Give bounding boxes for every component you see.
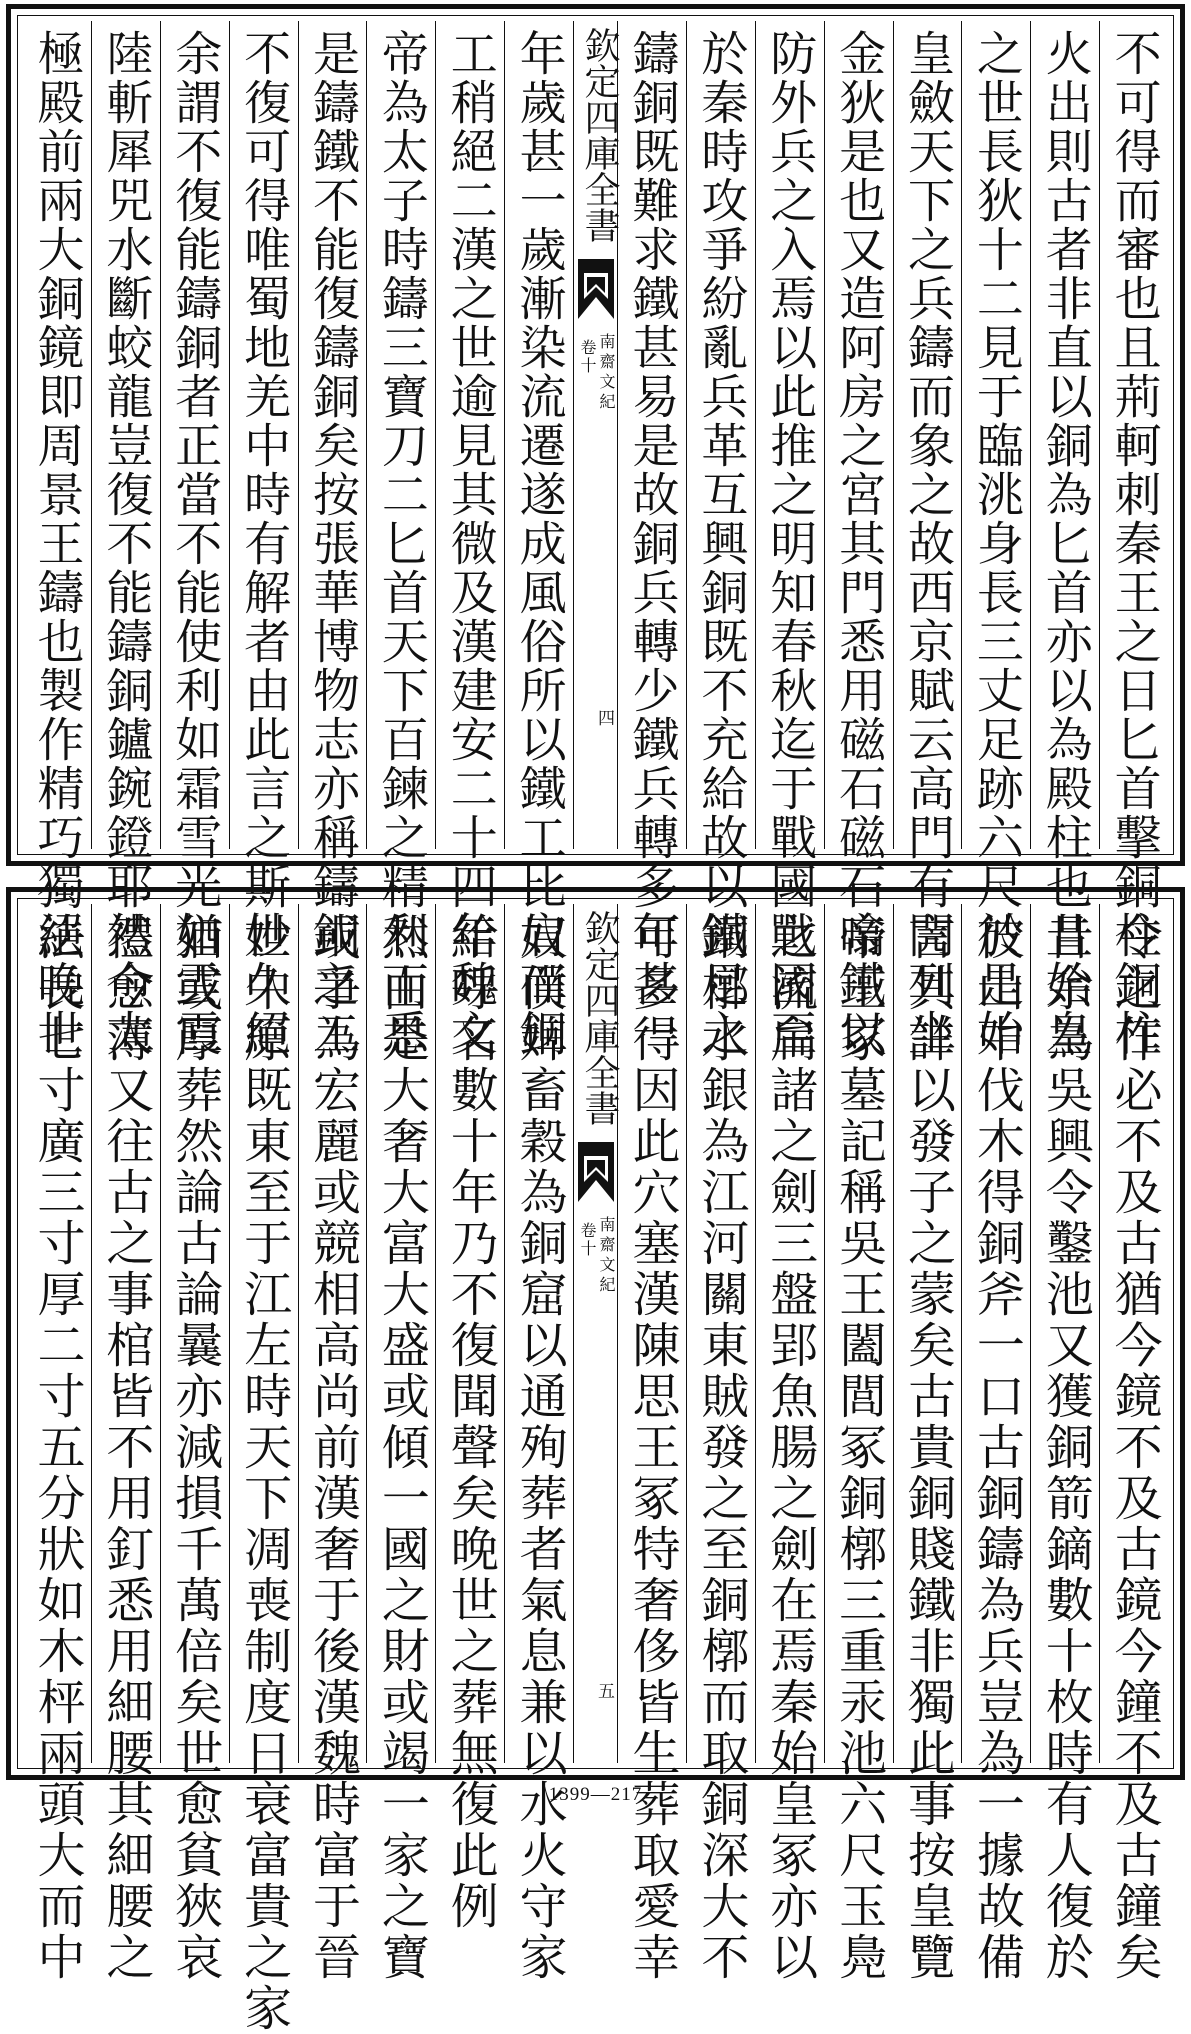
column-text: 給呼名數十年乃不復聞聲矣晚世之葬無復此例 xyxy=(442,912,499,1932)
book-title: 南齋文紀 xyxy=(597,1216,616,1296)
text-column xyxy=(1030,904,1099,1983)
text-column xyxy=(1030,21,1099,1058)
column-text: 不復可得唯蜀地羌中時有解者由此言之斯妙久絕 xyxy=(236,29,292,1058)
book-title-block xyxy=(574,333,617,473)
text-column xyxy=(91,21,160,1058)
column-text: 之世長狄十二見于臨洮身長三丈足跡六尺於是始 xyxy=(968,29,1024,1058)
text-column xyxy=(504,904,573,1983)
column-text: 之流扁諸之劍三盤郢魚腸之劍在焉秦始皇冢亦以 xyxy=(761,912,818,1983)
center-strip xyxy=(573,21,620,849)
volume-label: 卷十 xyxy=(578,339,597,375)
text-column xyxy=(617,904,686,1983)
text-column xyxy=(824,904,893,1983)
column-text: 鑄銅既難求鐵甚易是故銅兵轉少鐵兵轉多年甚一 xyxy=(624,29,680,1058)
column-text: 余謂不復能鑄銅者正當不能使利如霜雪光如雲霞 xyxy=(167,29,223,1058)
column-text: 或爭為宏麗或競相高尚前漢奢于後漢魏時富于晉 xyxy=(304,912,361,1983)
leaf-number: 五 xyxy=(594,1682,614,1699)
column-text: 言其詳以發子之蒙矣古貴銅賤鐵非獨此事按皇覽 xyxy=(899,912,956,1983)
column-text: 不可得而審也且荊軻刺秦王之日匕首擊銅柱銅柱 xyxy=(1106,29,1162,1058)
column-text: 於秦時攻爭紛亂兵革互興銅既不充給故以鐵足之 xyxy=(693,29,749,1058)
library-title: 欽定四庫全書 xyxy=(579,27,620,243)
column-text: 法長七寸廣三寸厚二寸五分狀如木枰兩頭大而中 xyxy=(28,912,85,1983)
column-text: 是鑄鐵不能復鑄銅矣按張華博物志亦稱鑄銅之工 xyxy=(304,29,360,1058)
column-text: 陸斬犀兕水斷蛟龍豈復不能鑄銅鑪鋺鐙耶然今太 xyxy=(98,29,154,1058)
column-text: 奴僕婢畜穀為銅窟以通殉葬者氣息兼以水火守家 xyxy=(511,912,568,1983)
column-text: 金狄是也又造阿房之宮其門悉用磁石磁石噏鐵以 xyxy=(831,29,887,1058)
column-text: 帝王冢墓記稱吳王闔閭冢銅槨三重汞池六尺玉鳧 xyxy=(830,912,887,1983)
text-column xyxy=(91,904,160,1983)
text-column xyxy=(686,904,755,1983)
text-column xyxy=(366,21,435,1058)
text-column xyxy=(686,21,755,1058)
column-text: 世中原既東至于江左時天下凋喪制度日衰富貴之家 xyxy=(235,912,292,2034)
column-text: 然由是大奢大富大盛或傾一國之財或竭一家之寶 xyxy=(373,912,430,1983)
text-column xyxy=(961,904,1030,1983)
text-column xyxy=(229,21,298,1058)
text-column xyxy=(961,21,1030,1058)
column-text: 極殿前兩大銅鏡即周景王鑄也製作精巧獨絕晚世 xyxy=(29,29,85,1058)
column-text: 火出則古者非直以銅為匕首亦以為殿柱也且始皇 xyxy=(1037,29,1093,1058)
volume-label: 卷十 xyxy=(578,1222,597,1258)
book-title-block xyxy=(574,1216,617,1356)
text-column xyxy=(755,21,824,1058)
text-column xyxy=(1099,21,1168,1058)
columns-top xyxy=(23,21,1168,1058)
leaf-number: 四 xyxy=(594,709,614,726)
column-text: 禮愈薄又往古之事棺皆不用釘悉用細腰其細腰之 xyxy=(97,912,154,1983)
column-text: 皇斂天下之兵鑄而象之故西京賦云高門有閌列坐 xyxy=(899,29,955,1058)
column-text: 年歲甚一歲漸染流遷遂成風俗所以鐵工比肩而銅 xyxy=(511,29,567,1058)
column-text: 昔余為吳興令鑿池又獲銅箭鏑數十枚時有人復於 xyxy=(1037,912,1094,1983)
center-strip xyxy=(573,904,620,1763)
column-text: 可多得因此穴塞漢陳思王冢特奢侈皆生葬取愛幸 xyxy=(623,912,680,1983)
text-column xyxy=(23,21,91,1058)
text-column xyxy=(617,21,686,1058)
column-text: 工稍絕二漢之世逾見其微及漢建安二十四年魏文 xyxy=(442,29,498,1058)
column-text: 彼山中伐木得銅斧一口古銅鑄為兵豈為一據故備 xyxy=(968,912,1025,1983)
column-text: 令之作必不及古猶今鏡不及古鏡今鐘不及古鐘矣 xyxy=(1106,912,1163,1983)
text-column xyxy=(366,904,435,1983)
column-text: 防外兵之入焉以此推之明知春秋迄于戰國戰國至 xyxy=(762,29,818,1058)
text-column xyxy=(893,21,962,1058)
column-text: 帝為太子時鑄三寶刀二匕首天下百鍊之精利而悉 xyxy=(373,29,429,1058)
column-text: 猶或厚葬然論古論曩亦減損千萬倍矣世愈貧狹哀 xyxy=(166,912,223,1983)
column-text: 銅槨水銀為江河關東賊發之至銅槨而取銅深大不 xyxy=(692,912,749,1983)
book-title: 南齋文紀 xyxy=(597,333,616,413)
text-column xyxy=(824,21,893,1058)
text-column xyxy=(435,21,504,1058)
text-column xyxy=(160,904,229,1983)
library-title: 欽定四庫全書 xyxy=(579,910,620,1126)
fish-tail-mark-icon xyxy=(578,259,614,319)
text-column xyxy=(160,21,229,1058)
text-column xyxy=(755,904,824,1983)
text-column xyxy=(23,904,91,1983)
text-column xyxy=(1099,904,1168,1983)
text-column xyxy=(229,904,298,2034)
fish-tail-mark-icon xyxy=(578,1142,614,1202)
text-column xyxy=(298,904,367,1983)
page-number-footer: 1399—217 xyxy=(548,1784,643,1805)
page-top xyxy=(6,4,1185,1058)
text-column xyxy=(435,904,504,1932)
text-column xyxy=(298,21,367,1058)
text-column xyxy=(893,904,962,1983)
text-column xyxy=(504,21,573,1058)
